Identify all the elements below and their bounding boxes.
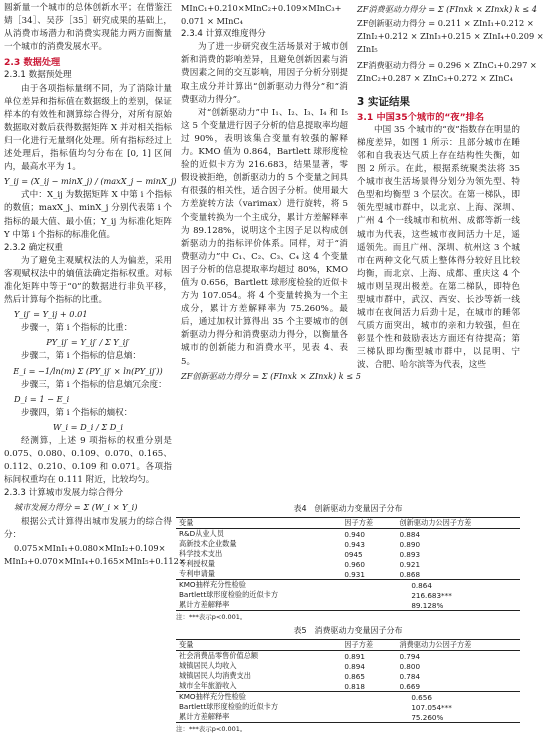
table-cell: 0.794 bbox=[399, 651, 421, 661]
table-header-cell: 创新驱动力公因子方差 bbox=[396, 518, 520, 529]
table-cell: 专利授权量 bbox=[179, 559, 215, 568]
table-header-row bbox=[176, 518, 520, 529]
table-cell: R&D从业人员 bbox=[179, 529, 224, 538]
table-row bbox=[176, 569, 520, 580]
section-heading-2-3: 2.3 数据处理 bbox=[4, 57, 61, 69]
formula-intro-paragraph: 根据公式计算得出城市发展力的综合得分： bbox=[4, 516, 172, 540]
table-header-cell: 变量 bbox=[176, 640, 341, 651]
composite-score-equation bbox=[14, 501, 172, 514]
formula-line-1: 0.075×MInI₁+0.080×MInI₂+0.109× bbox=[14, 542, 166, 553]
text-column-2 bbox=[181, 2, 361, 384]
table-header-cell: 因子方差 bbox=[341, 640, 396, 651]
table-5-note: 注：***表示p<0.001。 bbox=[176, 725, 247, 733]
weighting-paragraph: 为了避免主观赋权法的人为偏差，采用客观赋权法中的熵值法确定指标权重。对标准化矩阵中等于“0”的数据进行非负平移，然后计算每个指标的比重。 bbox=[4, 255, 172, 306]
table-cell: KMO抽样充分性检验 bbox=[176, 692, 341, 703]
subsection-heading-2-3-1: 2.3.1 数据预处理 bbox=[4, 70, 72, 81]
table-header-cell: 变量 bbox=[176, 518, 341, 529]
table-row bbox=[176, 681, 520, 692]
table-header-cell: 消费驱动力公因子方差 bbox=[396, 640, 520, 651]
table-cell: 城镇居民人均消费支出 bbox=[179, 671, 251, 680]
consumption-score-line-2: ZInC₂+0.287 × ZInC₃+0.272 × ZInC₄ bbox=[357, 73, 513, 84]
table-cell: 科学技术支出 bbox=[179, 549, 223, 558]
table-cell: 社会消费品零售价值总额 bbox=[179, 651, 259, 660]
table-cell: 0.865 bbox=[344, 671, 365, 681]
table-cell: 107.054*** bbox=[411, 702, 452, 712]
innovation-score-line-2: ZInI₂+0.212 × ZInI₃+0.215 × ZInI₄+0.209 × bbox=[357, 31, 544, 42]
ranking-paragraph: 中国 35 个城市的“夜”指数存在明显的梯度差异，如图 1 所示：且部分城市在睡邻和自我表达气质上存在结构性失衡，如图 2 所示。在此，根据系统聚类法将 35 个城市夜生活场景得分划分为领先型、特色型和均衡型 3 个层次。在第一梯队，即领先型城市群中，以北京、上海、深圳、广州 4 个一线城市和杭州、成都等新一线城市为代表，这些城市夜间活力十足，遥遥领先。而且广州、深圳、杭州这 3 个城市在两种文化气质上整体得分较好且比较均衡，而北京、上海、成都、重庆这 4 个城市则呈现出极差。在第二梯队，即特色型城市群中，武汉、西安、长沙等新一线城市在夜间活力后劲十足，在城市的睡邻气质方面突出，城市的亲和力较强，但在彰显个性和鼓励表达方面还有待提高；第三梯队即均衡型城市群中，以昆明、宁波、合肥、哈尔滨等为代表，这些 bbox=[357, 124, 520, 371]
table-cell: Bartlett球形度检验的近似卡方 bbox=[179, 590, 279, 599]
table-stat-row bbox=[176, 692, 520, 703]
redundancy-equation: D_i = 1 − E_i bbox=[14, 393, 70, 404]
subsection-heading-2-3-4: 2.3.4 计算双维度得分 bbox=[181, 29, 266, 40]
subsection-heading-2-3-2: 2.3.2 确定权重 bbox=[4, 242, 63, 253]
intro-paragraph: 圆新量一个城市的总体创新水平；在借鉴汪婧［34］、吴莎［35］研究成果的基础上，从消费市场潜力和消费实现能力两方面衡量一个城市的消费发展水平。 bbox=[4, 3, 172, 53]
composite-score-label: 城市发展力得分 = bbox=[14, 502, 81, 513]
innovation-score-equation: ZF创新驱动力得分 = Σ (FInxk × ZInxk) k ≤ 5 bbox=[181, 370, 361, 381]
table-cell: 城镇居民人均收入 bbox=[179, 661, 237, 670]
table-stat-row bbox=[176, 712, 520, 723]
consumption-score-line-1: ZF消费驱动力得分 = 0.296 × ZInC₁+0.297 × bbox=[357, 60, 537, 71]
table-row bbox=[176, 529, 520, 540]
step-one-label: 步骤一，第 i 个指标的比重： bbox=[21, 323, 133, 334]
table-cell: 0.864 bbox=[341, 580, 520, 591]
table-cell: 0.921 bbox=[399, 559, 421, 569]
table-header-cell: 因子方差 bbox=[341, 518, 396, 529]
table-4-caption: 表4 创新驱动力变量因子分布 bbox=[293, 504, 403, 513]
text-column-3 bbox=[357, 2, 544, 373]
table-cell: 专利申请量 bbox=[179, 569, 215, 578]
table-cell: 0.943 bbox=[344, 539, 365, 549]
table-row bbox=[176, 539, 520, 549]
table-5 bbox=[176, 625, 520, 733]
table-row bbox=[176, 671, 520, 681]
weight-result-paragraph: 经测算，上述 9 项指标的权重分别是 0.075、0.080、0.109、0.070、0.165、0.112、0.210、0.109 和 0.071。各项指标间权重均在 0.111 附近，比较均匀。 bbox=[4, 436, 172, 486]
proportion-equation: PY_ij′ = Y_ij′ / Σ Y_ij′ bbox=[46, 337, 130, 348]
table-4-grid bbox=[176, 517, 520, 611]
consumption-score-equation: ZF消费驱动力得分 = Σ (FInxk × ZInxk) k ≤ 4 bbox=[357, 4, 537, 14]
innovation-score-line-3: ZInI₅ bbox=[357, 44, 378, 55]
table-cell: 0.669 bbox=[399, 681, 421, 691]
table-cell: 75.260% bbox=[341, 712, 520, 723]
table-5-grid bbox=[176, 639, 520, 723]
table-cell: 0.800 bbox=[399, 661, 421, 671]
table-5-caption: 表5 消费驱动力变量因子分布 bbox=[293, 626, 403, 635]
table-stat-row bbox=[176, 600, 520, 611]
table-4 bbox=[176, 503, 520, 621]
table-cell: 累计方差解释率 bbox=[176, 600, 341, 611]
section-heading-3: 3 实证结果 bbox=[357, 95, 410, 108]
step-four-label: 步骤四，第 i 个指标的熵权： bbox=[21, 407, 133, 418]
table-cell: 0.893 bbox=[399, 549, 421, 559]
table-cell: 城市全年旅游收入 bbox=[179, 681, 237, 690]
table-stat-row bbox=[176, 702, 520, 712]
factor-analysis-paragraph: 对“创新驱动力”中 I₁、I₂、I₃、I₄ 和 I₅ 这 5 个变量进行因子分析的信息提取率均超过 90%，表明该集合变量有较强的解释力。KMO 值为 0.864，Bartlett 球形度检验的近似卡方为 216.683，结果显著，零假设被拒绝，创新驱动力的 5 个变量之间具有很强的相关性，适合因子分析。使用最大方差旋转方法（varimax）进行旋转，将 5 个变量转换为一个主成分，累计方差解释率为 89.128%，说明这个主因子足以构成创新驱动力的指标评价体系。同样，对于“消费驱动力”中 C₁、C₂、C₃、C₄ 这 4 个变量因子分析的信息提取率均超过 80%，KMO 值为 0.656，Bartlett 球形度检验的近似卡方为 107.054。将 4 个变量转换为一个主成分，累计方差解释率为 75.260%。最后，通过加权计算得出 35 个主要城市的创新驱动力得分和消费驱动力得分，以衡量各城市的创新能力和消费水平，见表 4、表 5。 bbox=[181, 107, 348, 367]
table-cell: 高新技术企业数量 bbox=[179, 539, 237, 548]
table-cell: 0.940 bbox=[344, 529, 365, 539]
preprocessing-paragraph: 由于各项指标量纲不同，为了消除计量单位差异和指标值在数据级上的差别，保证样本的有效性和测算综合得分，对所有原始数据取对数后获得数据矩阵 X 并对相关指标归一化进行无量纲化处理。所有指标经过上述处理后，指标值均匀分布在 [0, 1] 区间内，最高水平为 1。 bbox=[4, 83, 172, 173]
table-row bbox=[176, 549, 520, 559]
step-three-label: 步骤三，第 i 个指标的信息熵冗余度： bbox=[21, 379, 167, 390]
formula-line-3: MInC₁+0.210×MInC₂+0.109×MInC₃+ bbox=[181, 3, 342, 13]
table-cell: 0.784 bbox=[399, 671, 421, 681]
table-cell: 0.818 bbox=[344, 681, 365, 691]
variable-definition-paragraph: 式中：X_ij 为数据矩阵 X 中第 i 个指标的数值；maxX_j、minX_j 分别代表第 i 个指标的最大值、最小值；Y_ij 为标准化矩阵 Y 中第 i 个指标的标准化值。 bbox=[4, 190, 172, 240]
table-cell: 0.931 bbox=[344, 569, 365, 579]
section-heading-3-1: 3.1 中国35个城市的“夜”排名 bbox=[357, 111, 485, 123]
table-cell: 0.894 bbox=[344, 661, 365, 671]
table-cell: 0.960 bbox=[344, 559, 365, 569]
innovation-score-line-1: ZF创新驱动力得分 = 0.211 × ZInI₁+0.212 × bbox=[357, 18, 534, 29]
table-row bbox=[176, 651, 520, 662]
formula-line-4: 0.071 × MInC₄ bbox=[181, 16, 243, 27]
dual-dimension-paragraph: 为了进一步研究夜生活场景对于城市创新和消费的影响差异，且避免创新因素与消费因素之间的交互影响，用因子分析分别提取主成分并计算出“创新驱动力得分”和“消费驱动力得分”。 bbox=[181, 42, 348, 105]
entropy-equation: E_i = −1/ln(m) Σ (PY_ij′ × ln(PY_ij′)) bbox=[13, 365, 163, 376]
table-cell: 0945 bbox=[344, 549, 363, 559]
table-cell: 0.890 bbox=[399, 539, 421, 549]
table-cell: 0.868 bbox=[399, 569, 421, 579]
table-cell: 89.128% bbox=[341, 600, 520, 611]
table-cell: KMO抽样充分性检验 bbox=[176, 580, 341, 591]
table-cell: 0.656 bbox=[341, 692, 520, 703]
table-cell: Bartlett球形度检验的近似卡方 bbox=[179, 702, 279, 711]
table-4-note: 注：***表示p<0.001。 bbox=[176, 613, 247, 621]
table-cell: 累计方差解释率 bbox=[176, 712, 341, 723]
table-stat-row bbox=[176, 580, 520, 591]
step-two-label: 步骤二，第 i 个指标的信息熵： bbox=[21, 351, 141, 362]
table-header-row bbox=[176, 640, 520, 651]
table-cell: 0.884 bbox=[399, 529, 421, 539]
subsection-heading-2-3-3: 2.3.3 计算城市发展力综合得分 bbox=[4, 488, 124, 499]
formula-line-2: MInI₃+0.070×MInI₄+0.165×MInI₅+0.112× bbox=[4, 555, 186, 566]
entropy-weight-equation: W_i = D_i / Σ D_i bbox=[52, 421, 124, 432]
table-stat-row bbox=[176, 590, 520, 600]
table-cell: 216.683*** bbox=[411, 590, 452, 600]
text-column-1 bbox=[4, 2, 186, 568]
table-cell: 0.891 bbox=[344, 651, 365, 661]
table-row bbox=[176, 661, 520, 671]
table-row bbox=[176, 559, 520, 569]
shift-equation: Y_ij′ = Y_ij + 0.01 bbox=[14, 309, 88, 320]
composite-score-formula: Σ (W_i × Y_i) bbox=[83, 502, 138, 513]
normalization-equation: Y_ij = (X_ij − minX_j) / (maxX_j − minX_j) bbox=[4, 176, 177, 187]
